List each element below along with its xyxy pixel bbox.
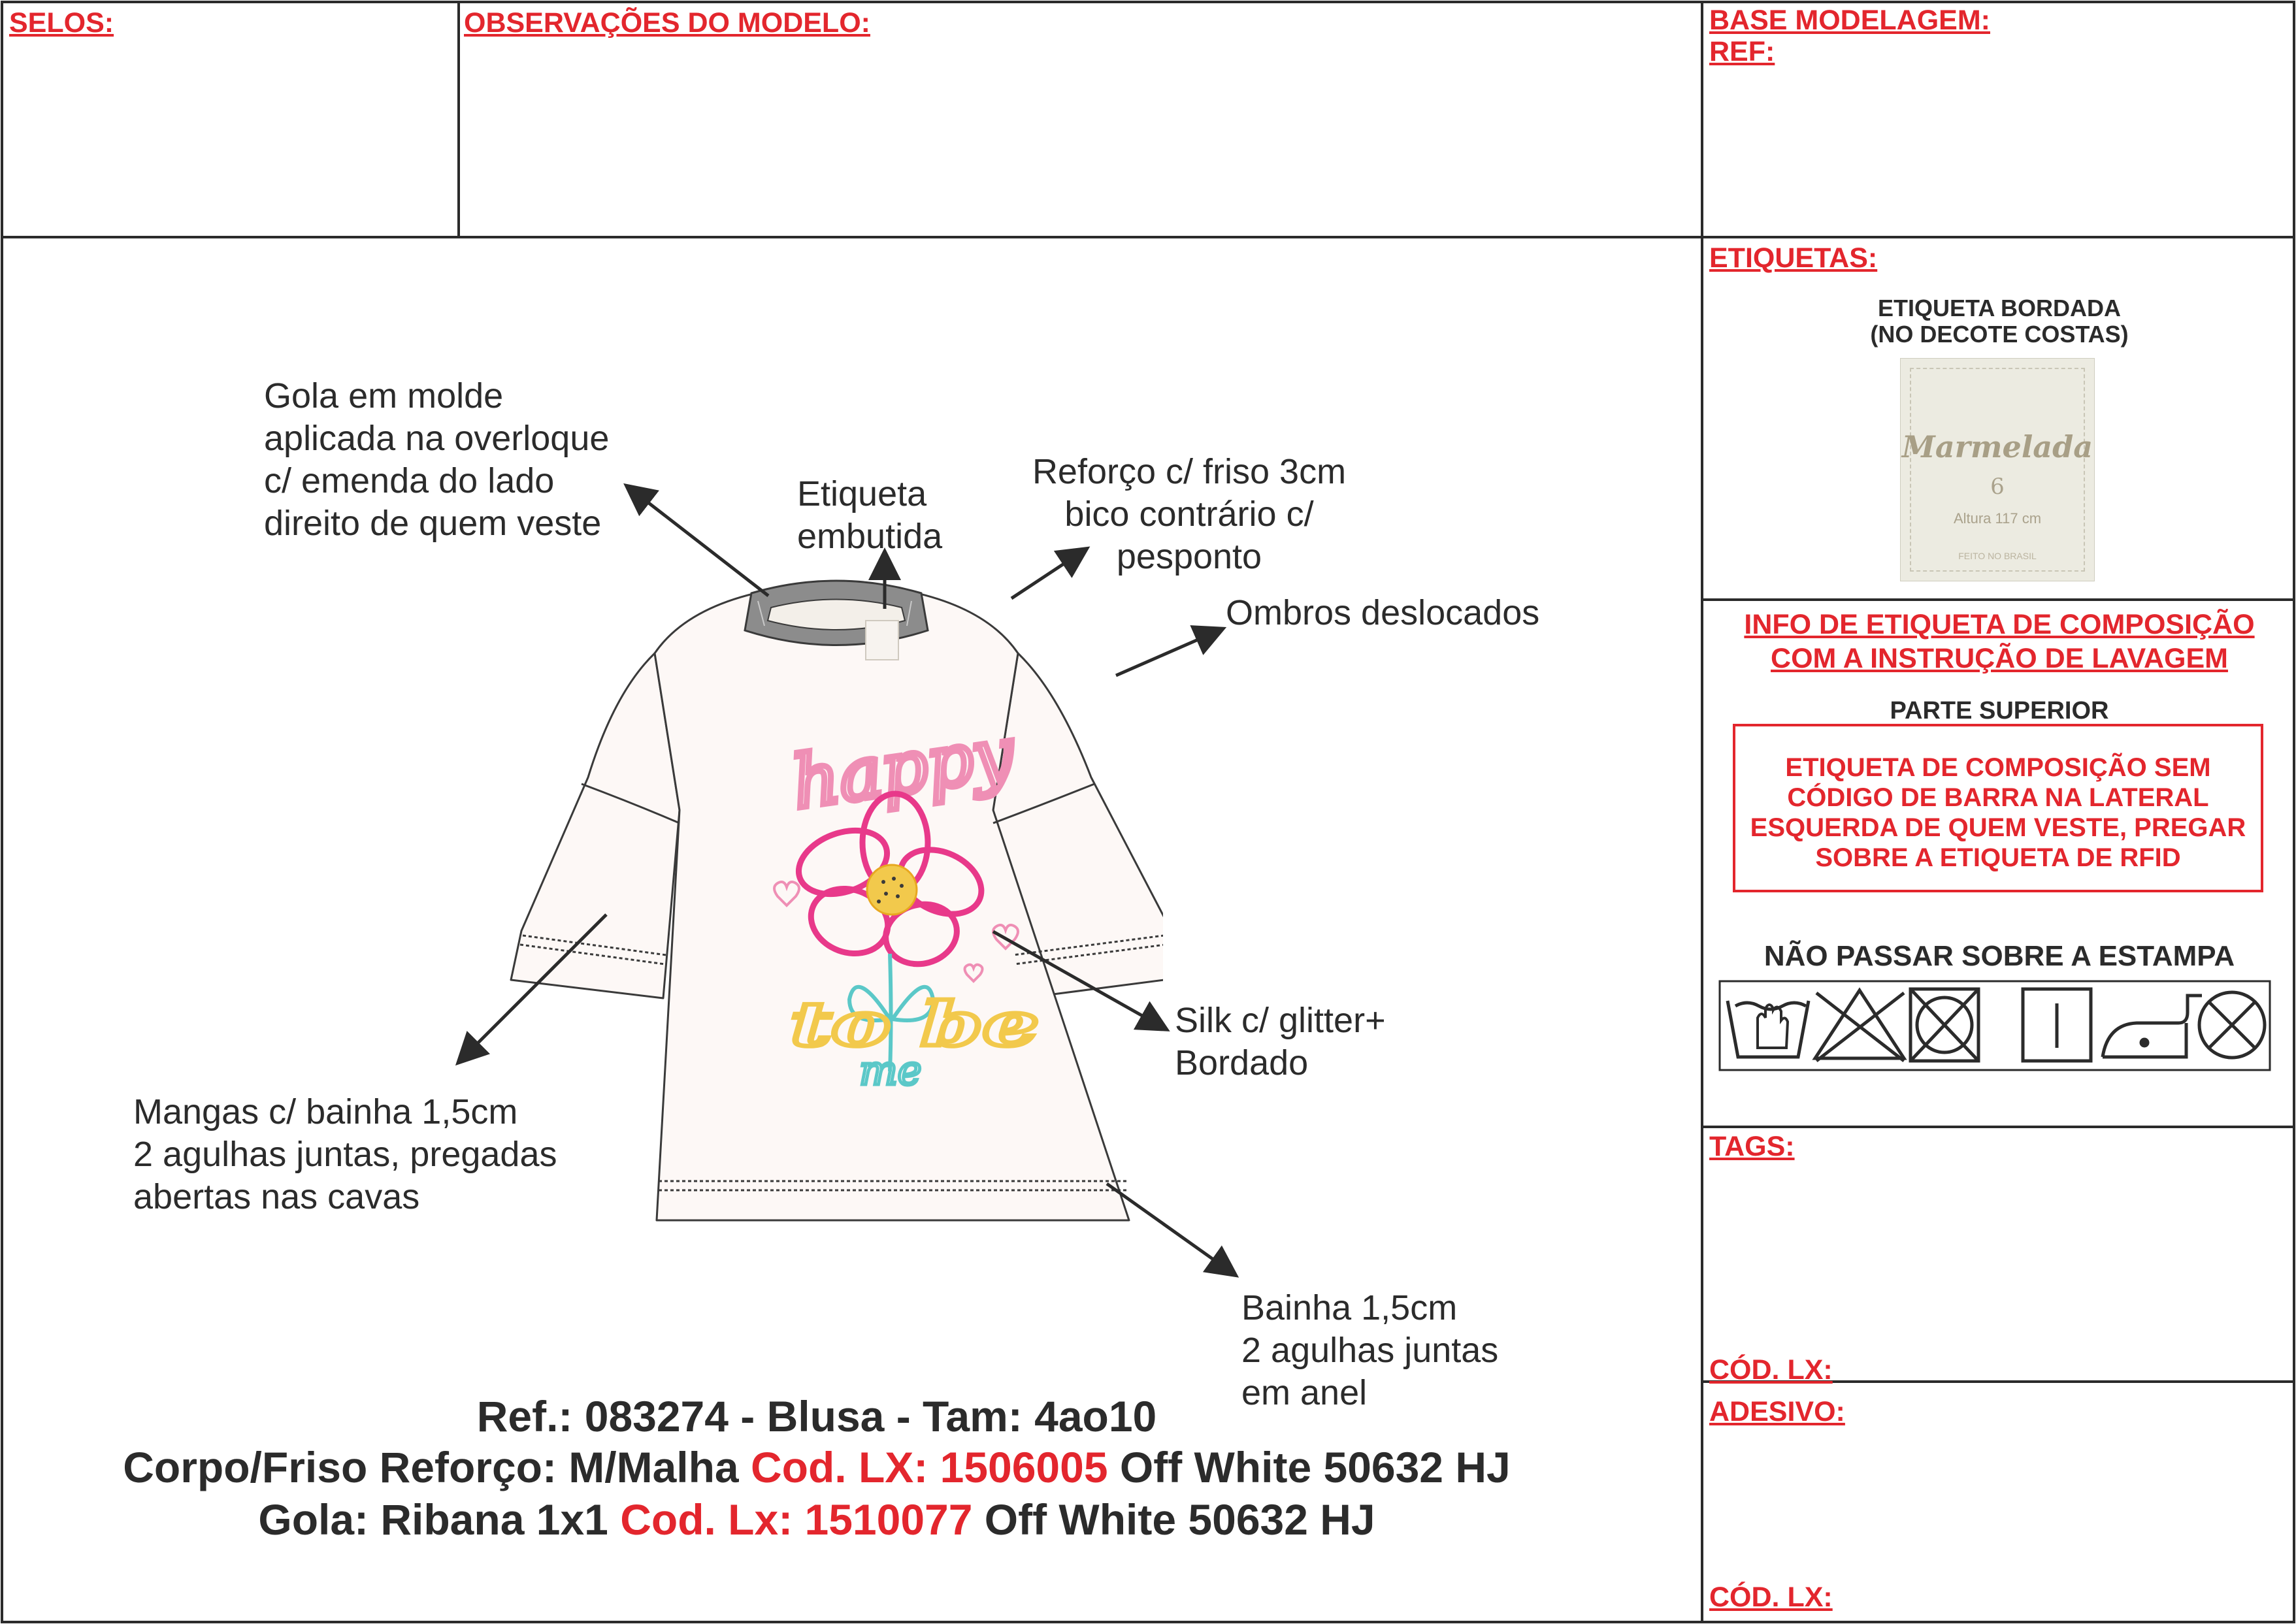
no-tumble-dry-icon [1911,989,1978,1061]
product-corpo-line [0,1441,1633,1493]
annotation-bainha: Bainha 1,5cm 2 agulhas juntas em anel [1241,1288,1499,1412]
brand-label-patch [1900,358,2095,581]
no-bleach-icon [1815,990,1904,1061]
iron-low-icon [2103,996,2202,1057]
annotation-gola: Gola em molde aplicada na overloque c/ emenda do lado direito de quem veste [264,376,610,543]
no-dry-clean-icon [2199,992,2265,1058]
cod-lx-label-adesivo: CÓD. LX: [1709,1582,1833,1613]
brand-name: Marmelada [1901,429,2093,464]
annotation-silk: Silk c/ glitter+ Bordado [1175,1001,1386,1082]
arrow-silk [993,932,1164,1028]
corpo-code: Cod. LX: 1506005 [750,1443,1108,1491]
line-dry-icon [2023,989,2091,1061]
annotation-mangas: Mangas c/ bainha 1,5cm 2 agulhas juntas, pregadas abertas nas cavas [133,1092,557,1216]
gola-suffix: Off White 50632 HJ [972,1495,1375,1544]
annotation-etiqueta: Etiqueta embutida [797,474,943,556]
annotation-ombros: Ombros deslocados [1226,593,1540,632]
observacoes-label: OBSERVAÇÕES DO MODELO: [464,7,870,39]
arrow-ombros [1116,630,1221,675]
info-composicao-label: INFO DE ETIQUETA DE COMPOSIÇÃO COM A INSTRUÇÃO DE LAVAGEM [1744,609,2255,674]
cod-lx-label-tags: CÓD. LX: [1709,1354,1833,1386]
arrow-mangas [460,915,606,1061]
composicao-box-text: ETIQUETA DE COMPOSIÇÃO SEM CÓDIGO DE BARRA NA LATERAL ESQUERDA DE QUEM VESTE, PREGAR SOBRE A ETIQUETA DE RFID [1750,753,2246,872]
corpo-prefix: Corpo/Friso Reforço: M/Malha [123,1443,751,1491]
selos-label: SELOS: [9,7,114,39]
nao-passar-label: NÃO PASSAR SOBRE A ESTAMPA [1763,940,2235,972]
hand-wash-icon [1728,1001,1809,1057]
tags-label: TAGS: [1709,1131,1795,1162]
gola-code: Cod. Lx: 1510077 [620,1495,973,1544]
product-gola-line [0,1493,1633,1546]
etiqueta-bordada-title: ETIQUETA BORDADA (NO DECOTE COSTAS) [1870,295,2129,348]
annotation-reforco: Reforço c/ friso 3cm bico contrário c/ pesponto [1032,452,1347,576]
arrow-gola [629,487,768,596]
brand-size: 6 [1990,474,2005,500]
care-symbols-strip [1718,980,2271,1073]
brand-height: Altura 117 cm [1953,510,2042,527]
print-to-be: to be [791,989,1039,1060]
parte-superior-label: PARTE SUPERIOR [1890,697,2109,724]
print-happy: happy [787,711,1019,825]
arrow-bainha [1107,1184,1234,1274]
brand-made-in: FEITO NO BRASIL [1958,551,2037,561]
product-ref-line: Ref.: 083274 - Blusa - Tam: 4ao10 [476,1392,1157,1440]
adesivo-label: ADESIVO: [1709,1396,1845,1427]
print-me: me [859,1047,922,1094]
gola-prefix: Gola: Ribana 1x1 [258,1495,621,1544]
ref-label: REF: [1709,36,1775,67]
corpo-suffix: Off White 50632 HJ [1107,1443,1511,1491]
etiquetas-label: ETIQUETAS: [1709,242,1878,274]
base-modelagem-label: BASE MODELAGEM: [1709,5,1990,36]
composicao-box [1733,724,2263,892]
